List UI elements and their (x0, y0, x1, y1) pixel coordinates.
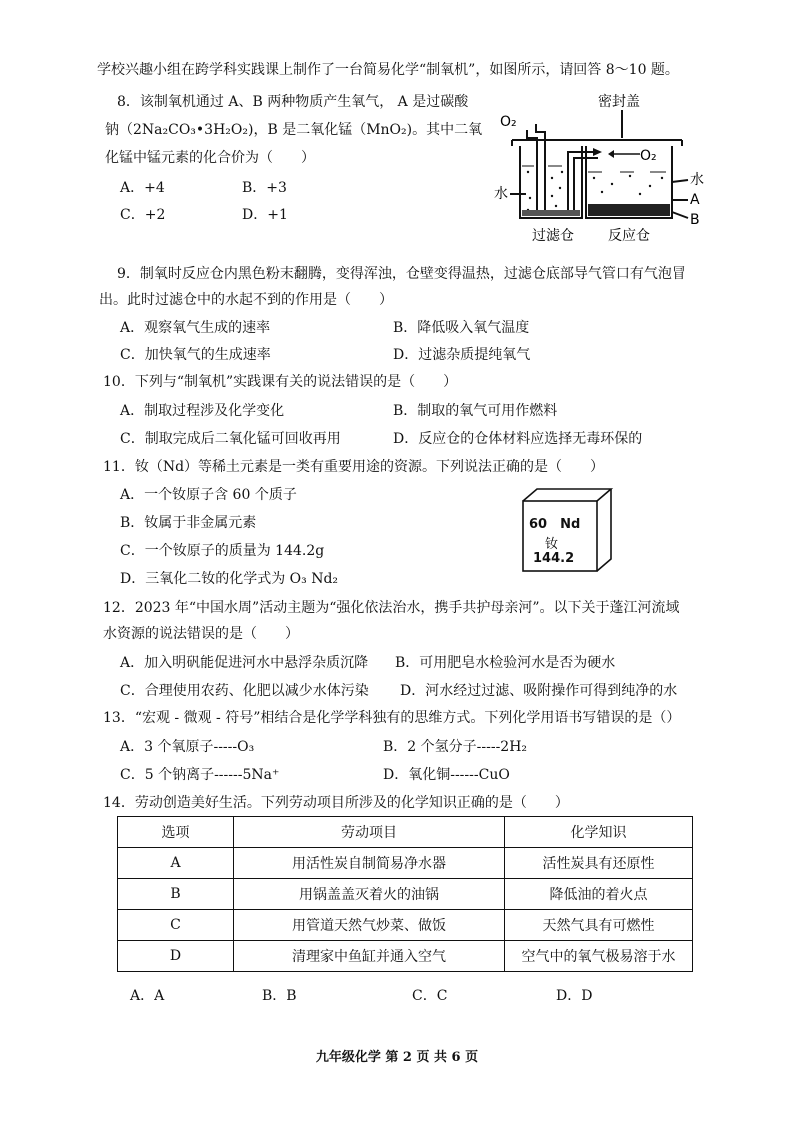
q9-stem-line2: 出。此时过滤仓中的水起不到的作用是（ ） (99, 292, 393, 308)
diagram-b-label: B (690, 212, 700, 228)
diagram-o2-outlet-label: O₂ (500, 114, 517, 130)
q8-stem-line2: 钠（2Na₂CO₃•3H₂O₂)，B 是二氧化锰（MnO₂)。其中二氧 (105, 122, 483, 138)
table-cell-knowledge: 空气中的氧气极易溶于水 (505, 941, 693, 972)
q11-option-c[interactable]: C．一个钕原子的质量为 144.2g (120, 543, 325, 559)
table-cell-knowledge: 活性炭具有还原性 (505, 848, 693, 879)
oxygen-machine-diagram (490, 88, 710, 246)
labor-knowledge-table (117, 816, 693, 972)
q11-stem: 11．钕（Nd）等稀土元素是一类有重要用途的资源。下列说法正确的是（ ） (103, 459, 605, 475)
q14-option-a[interactable]: A．A (130, 988, 165, 1004)
q12-option-b[interactable]: B．可用肥皂水检验河水是否为硬水 (395, 655, 616, 671)
q13-option-b[interactable]: B．2 个氢分子-----2H₂ (383, 739, 528, 755)
table-row (118, 879, 693, 910)
table-header-labor: 劳动项目 (234, 817, 505, 848)
q14-option-c[interactable]: C．C (412, 988, 448, 1004)
table-cell-option: B (118, 879, 234, 910)
q8-option-d[interactable]: D．+1 (242, 207, 288, 223)
element-atomic-mass: 144.2 (533, 551, 575, 566)
table-cell-option: D (118, 941, 234, 972)
table-row (118, 910, 693, 941)
diagram-reaction-chamber-label: 反应仓 (608, 228, 650, 244)
diagram-water-right-label: 水 (690, 172, 704, 188)
diagram-o2-inner-label: O₂ (640, 148, 657, 164)
table-cell-labor: 用管道天然气炒菜、做饭 (234, 910, 505, 941)
table-header-row (118, 817, 693, 848)
q12-option-a[interactable]: A．加入明矾能促进河水中悬浮杂质沉降 (120, 655, 369, 671)
diagram-a-label: A (690, 192, 700, 208)
q8-option-c[interactable]: C．+2 (120, 207, 166, 223)
q13-option-c[interactable]: C．5 个钠离子------5Na⁺ (120, 767, 280, 783)
q9-option-d[interactable]: D．过滤杂质提纯氧气 (393, 347, 531, 363)
q10-stem: 10．下列与“制氧机”实践课有关的说法错误的是（ ） (103, 374, 458, 390)
q9-option-a[interactable]: A．观察氧气生成的速率 (120, 320, 271, 336)
q9-option-b[interactable]: B．降低吸入氧气温度 (393, 320, 530, 336)
q12-stem-line1: 12．2023 年“中国水周”活动主题为“强化依法治水，携手共护母亲河”。以下关于蓬江河流域 (103, 600, 680, 616)
q12-option-c[interactable]: C．合理使用农药、化肥以减少水体污染 (120, 683, 369, 699)
q10-option-a[interactable]: A．制取过程涉及化学变化 (120, 403, 285, 419)
q14-option-b[interactable]: B．B (262, 988, 297, 1004)
q8-stem-line3: 化锰中锰元素的化合价为（ ） (105, 150, 315, 166)
page-footer: 九年级化学 第 2 页 共 6 页 (315, 1050, 479, 1065)
q10-option-d[interactable]: D．反应仓的仓体材料应选择无毒环保的 (393, 431, 643, 447)
table-row (118, 941, 693, 972)
q13-stem: 13．“宏观 - 微观 - 符号”相结合是化学学科独有的思维方式。下列化学用语书写错误的是（） (103, 710, 681, 726)
q8-option-a[interactable]: A．+4 (120, 180, 165, 196)
table-cell-labor: 用锅盖盖灭着火的油锅 (234, 879, 505, 910)
table-cell-option: C (118, 910, 234, 941)
q12-stem-line2: 水资源的说法错误的是（ ） (103, 626, 299, 642)
table-cell-labor: 清理家中鱼缸并通入空气 (234, 941, 505, 972)
q13-option-a[interactable]: A．3 个氧原子-----O₃ (120, 739, 255, 755)
element-name: 钕 (545, 537, 559, 552)
q11-option-a[interactable]: A．一个钕原子含 60 个质子 (120, 487, 297, 503)
table-header-option: 选项 (118, 817, 234, 848)
q11-option-b[interactable]: B．钕属于非金属元素 (120, 515, 257, 531)
element-atomic-number-symbol: 60 Nd (529, 517, 581, 532)
diagram-filter-chamber-label: 过滤仓 (532, 228, 574, 244)
q11-option-d[interactable]: D．三氧化二钕的化学式为 O₃ Nd₂ (120, 571, 339, 587)
q14-option-d[interactable]: D．D (556, 988, 593, 1004)
table-row (118, 848, 693, 879)
diagram-water-left-label: 水 (494, 186, 508, 202)
table-cell-labor: 用活性炭自制简易净水器 (234, 848, 505, 879)
q14-stem: 14．劳动创造美好生活。下列劳动项目所涉及的化学知识正确的是（ ） (103, 795, 569, 811)
neodymium-element-card (521, 493, 595, 579)
q10-option-b[interactable]: B．制取的氧气可用作燃料 (393, 403, 558, 419)
table-cell-knowledge: 天然气具有可燃性 (505, 910, 693, 941)
q10-option-c[interactable]: C．制取完成后二氧化锰可回收再用 (120, 431, 341, 447)
diagram-lid-label: 密封盖 (598, 94, 640, 110)
q13-option-d[interactable]: D．氧化铜------CuO (383, 767, 510, 783)
intro-text: 学校兴趣小组在跨学科实践课上制作了一台简易化学“制氧机”，如图所示，请回答 8～10 题。 (97, 62, 679, 78)
q8-stem-line1: 8．该制氧机通过 A、B 两种物质产生氧气， A 是过碳酸 (117, 94, 469, 110)
table-cell-knowledge: 降低油的着火点 (505, 879, 693, 910)
q9-option-c[interactable]: C．加快氧气的生成速率 (120, 347, 271, 363)
table-header-knowledge: 化学知识 (505, 817, 693, 848)
q9-stem-line1: 9．制氧时反应仓内黑色粉末翻腾，变得浑浊，仓壁变得温热，过滤仓底部导气管口有气泡冒 (117, 266, 686, 282)
q8-option-b[interactable]: B．+3 (242, 180, 287, 196)
q12-option-d[interactable]: D．河水经过过滤、吸附操作可得到纯净的水 (400, 683, 678, 699)
table-cell-option: A (118, 848, 234, 879)
